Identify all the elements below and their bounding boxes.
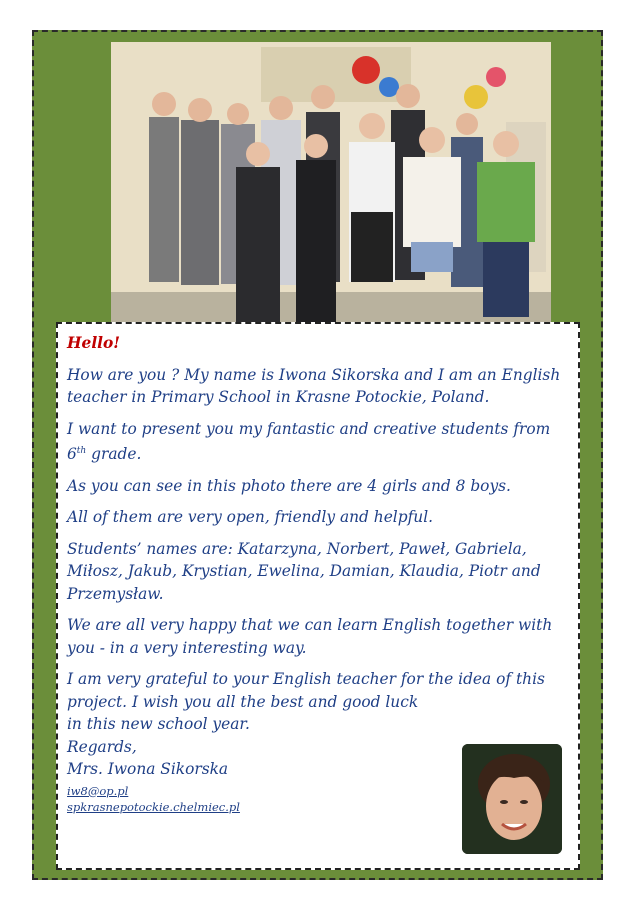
- intro-paragraph: How are you ? My name is Iwona Sikorska and I am an English teacher in Primary School in Krasne Potockie, Poland.: [67, 365, 561, 406]
- student-names-paragraph: Students’ names are: Katarzyna, Norbert, Paweł, Gabriela, Miłosz, Jakub, Krystian, Ewelina, Damian, Klaudia, Piotr and Przemysław.: [67, 539, 541, 603]
- teacher-portrait-photo: [462, 744, 562, 854]
- character-paragraph: All of them are very open, friendly and helpful.: [67, 508, 434, 527]
- signature-name: Mrs. Iwona Sikorska: [67, 760, 229, 779]
- gratitude-line-2: project. I wish you all the best and good luck: [67, 692, 419, 711]
- letter-card: [56, 322, 580, 870]
- class-group-photo: [111, 42, 551, 332]
- gratitude-line-1: I am very grateful to your English teacher for the idea of this: [67, 670, 545, 689]
- greeting: Hello!: [67, 334, 121, 352]
- learning-paragraph: We are all very happy that we can learn English together with you - in a very interesting way.: [67, 616, 553, 657]
- closing-regards: Regards,: [67, 737, 137, 756]
- students-intro-paragraph: I want to present you my fantastic and creative students from 6th grade.: [67, 419, 551, 464]
- website-link[interactable]: spkrasnepotockie.chelmiec.pl: [67, 799, 240, 814]
- photo-description-paragraph: As you can see in this photo there are 4 girls and 8 boys.: [67, 476, 511, 495]
- gratitude-line-3: in this new school year.: [67, 715, 250, 734]
- email-link[interactable]: iw8@op.pl: [67, 783, 129, 798]
- page-frame: [32, 30, 603, 880]
